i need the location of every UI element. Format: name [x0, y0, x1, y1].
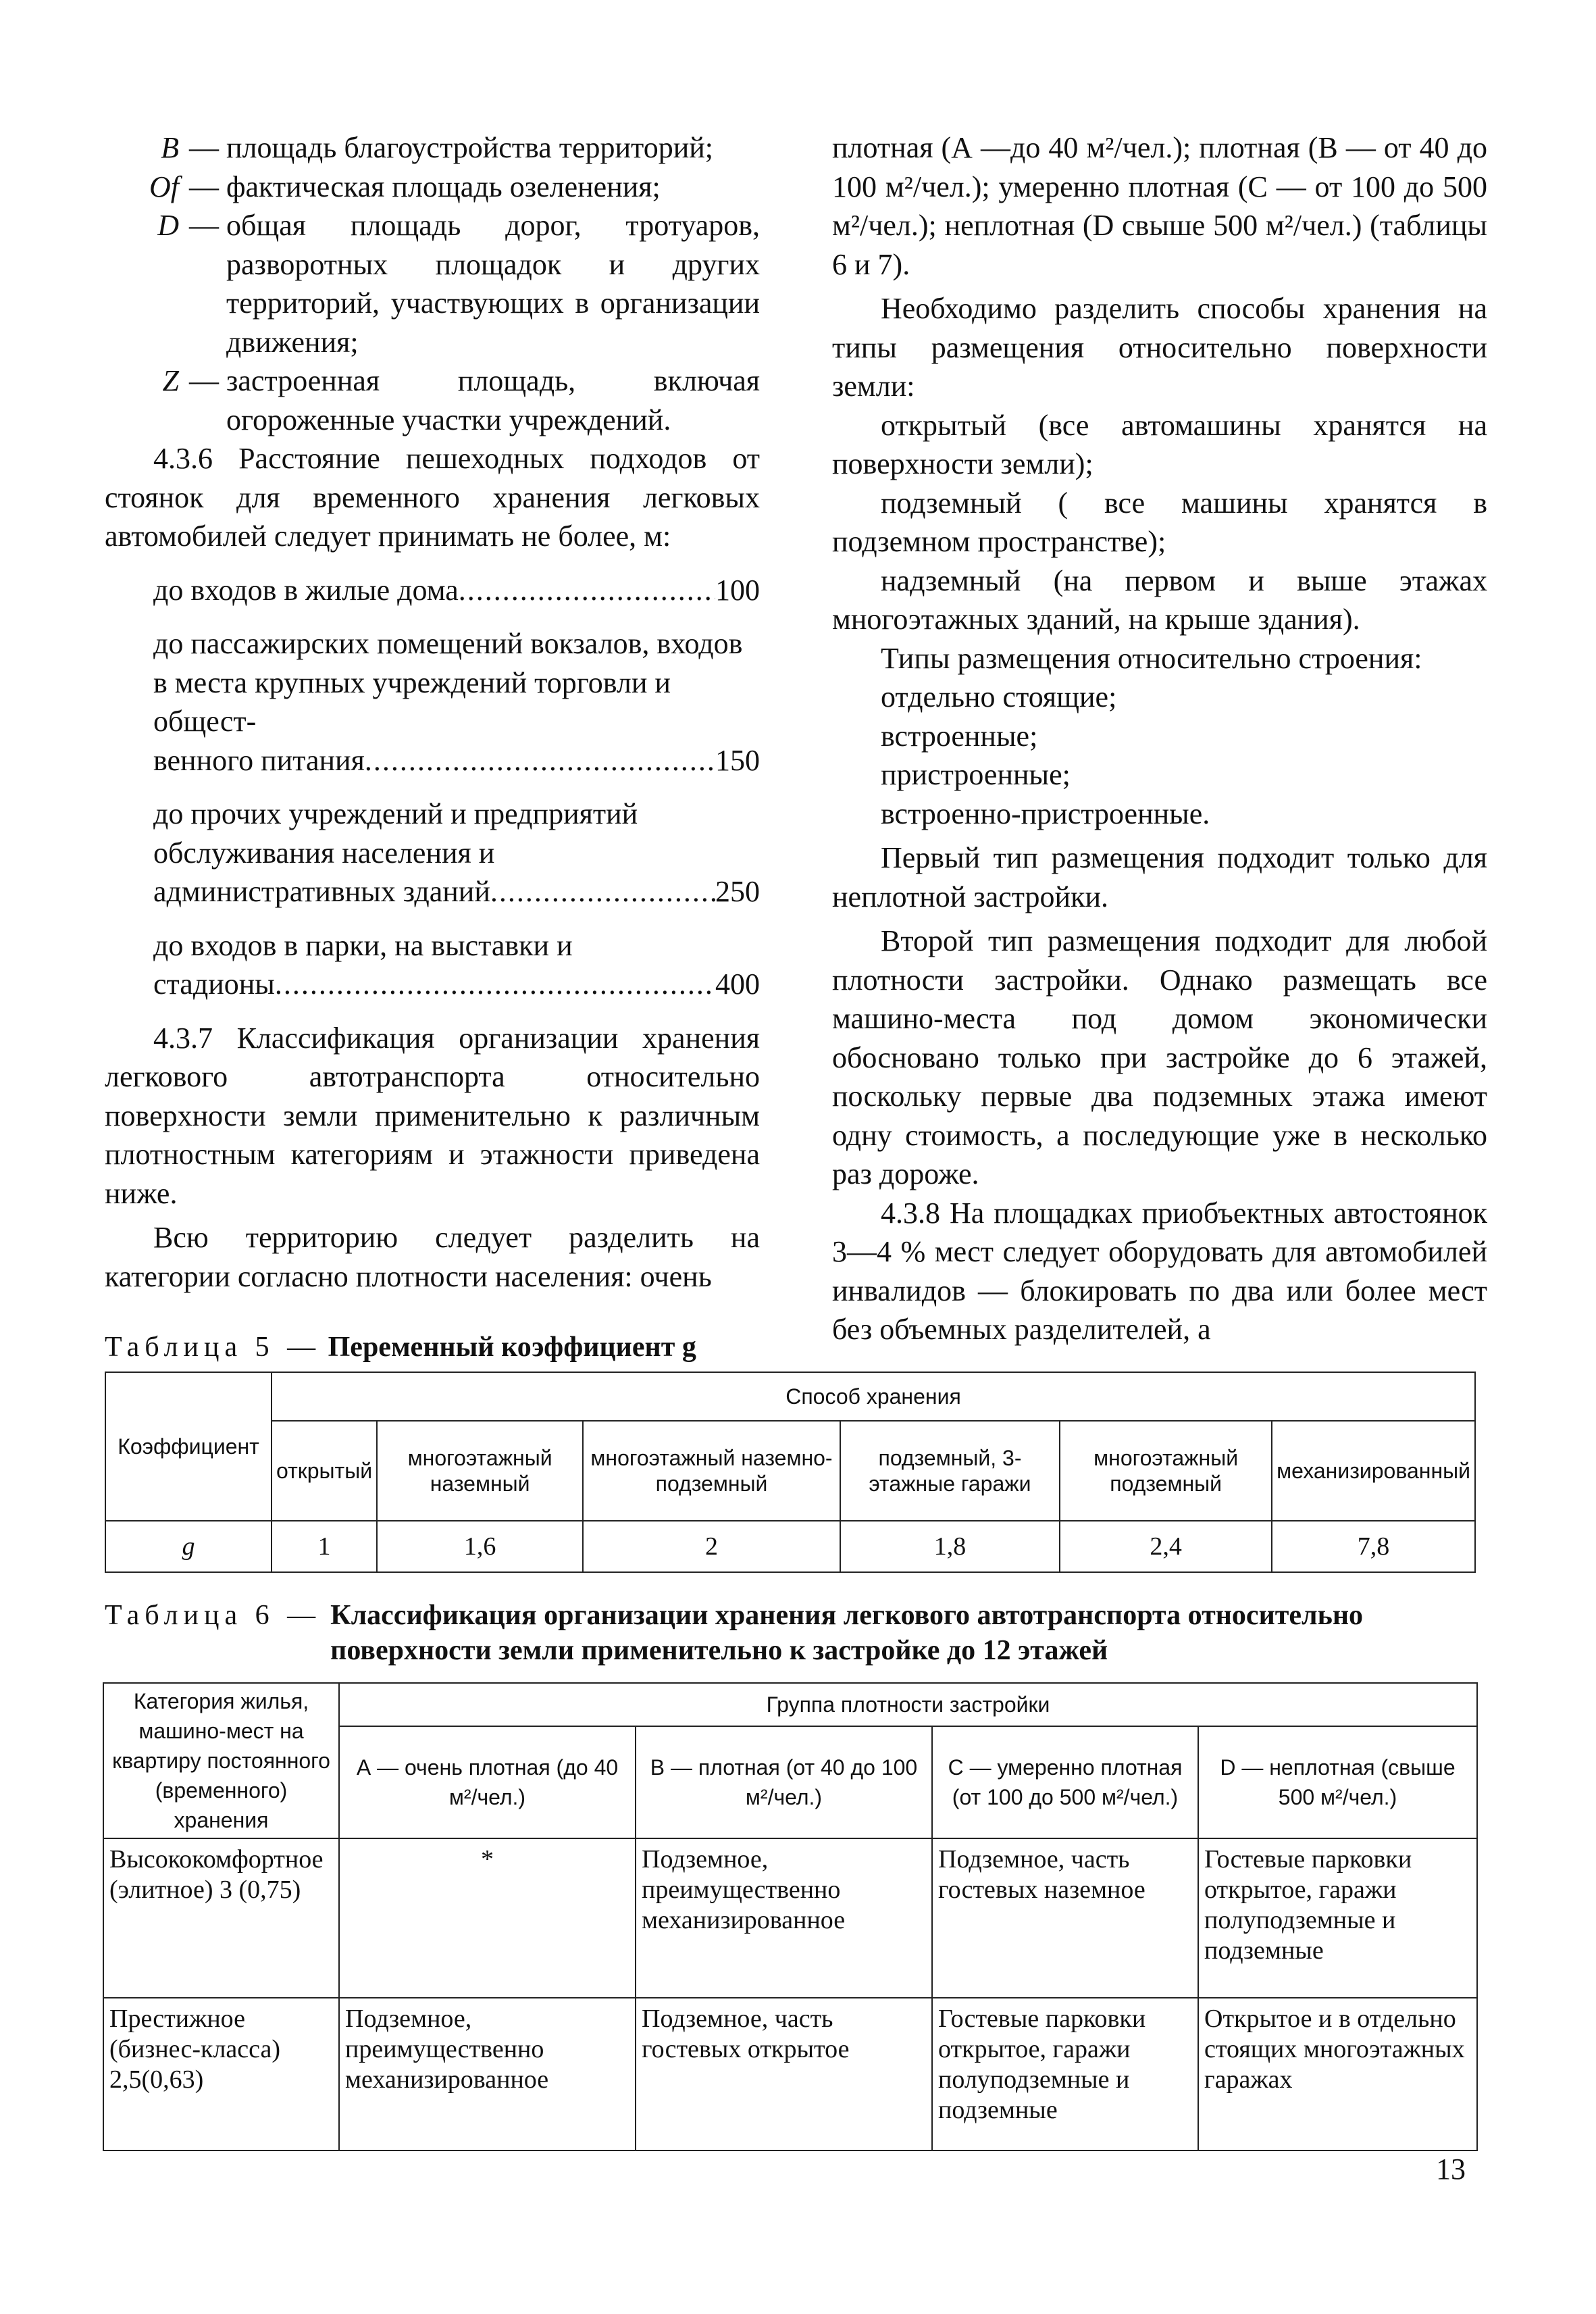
distance-item: до прочих учреждений и предприятий обслуживания населения и административных зданий ..... 250 [153, 795, 760, 911]
definition-z: Z — застроенная площадь, включая огороженные участки учреждений. [162, 364, 760, 436]
table5 [105, 1372, 1476, 1573]
table5-caption: Таблица 5 — Переменный коэффициент g [105, 1332, 696, 1363]
distance-item: до пассажирских помещений вокзалов, входов в места крупных учреждений торговли и общест- венного питания ..... 150 [153, 624, 760, 780]
paragraph-density: плотная (А —до 40 м²/чел.); плотная (В — от 40 до 100 м²/чел.); умеренно плотная (С — от 100 до 500 м²/чел.); неплотная (D свыше 500 м²/чел.) (таблицы 6 и 7). [832, 131, 1487, 281]
table5-column-header: многоэтажный наземный [377, 1421, 583, 1521]
table6-column-header: D — неплотная (свыше 500 м²/чел.) [1198, 1726, 1477, 1838]
table5-column-header: многоэтажный наземно-подземный [583, 1421, 840, 1521]
table6-cell: Подземное, преимущественно механизированное [339, 1998, 636, 2150]
table-row [103, 1998, 1477, 2150]
table6 [103, 1682, 1478, 2151]
table-row [103, 1838, 1477, 1998]
distance-item: до входов в жилые дома ..... 100 [153, 571, 760, 610]
paragraph-4-3-8: 4.3.8 На площадках приобъектных автостоянок 3—4 % мест следует оборудовать для автомобилей инвалидов — блокировать по два или более мест без объемных разделителей, а [832, 1196, 1487, 1346]
distance-item: до входов в парки, на выставки и стадионы ..... 400 [153, 926, 760, 1004]
table5-column-header: открытый [272, 1421, 377, 1521]
paragraph-second-type: Второй тип размещения подходит для любой плотности застройки. Однако размещать все машино-места под домом экономически обосновано только при застройке до 6 этажей, поскольку первые два подземных этажа имеют одну стоимость, а последующие уже в несколько раз дороже. [832, 924, 1487, 1190]
table6-cell: Подземное, преимущественно механизированное [636, 1838, 932, 1998]
paragraph-type-1: отдельно стоящие; [881, 680, 1117, 713]
paragraph-first-type: Первый тип размещения подходит только для неплотной застройки. [832, 841, 1487, 913]
table6-header-group: Группа плотности застройки [339, 1683, 1477, 1726]
table5-cell: 2 [583, 1521, 840, 1572]
table6-cell: Гостевые парковки открытое, гаражи полуподземные и подземные [1198, 1838, 1477, 1998]
table6-caption: Таблица 6 — Классификация организации хранения легкового автотранспорта относительно поверхности земли применительно к застройке до 12 этажей [105, 1600, 1364, 1666]
table6-cell: Гостевые парковки открытое, гаражи полуподземные и подземные [932, 1998, 1198, 2150]
table5-cell: 7,8 [1272, 1521, 1475, 1572]
paragraph-underground: подземный ( все машины хранятся в подземном пространстве); [832, 486, 1487, 558]
paragraph-open: открытый (все автомашины хранятся на поверхности земли); [832, 408, 1487, 480]
table5-cell: 1 [272, 1521, 377, 1572]
table6-column-header: В — плотная (от 40 до 100 м²/чел.) [636, 1726, 932, 1838]
table6-cell: Подземное, часть гостевых наземное [932, 1838, 1198, 1998]
definition-of: Of — фактическая площадь озеленения; [149, 170, 661, 203]
paragraph-type-4: встроенно-пристроенные. [881, 797, 1210, 830]
page-number: 13 [1436, 2153, 1466, 2186]
table5-cell: 1,8 [840, 1521, 1060, 1572]
paragraph-categories: Всю территорию следует разделить на категории согласно плотности населения: очень [105, 1221, 760, 1293]
table5-cell: 2,4 [1060, 1521, 1272, 1572]
left-column [105, 128, 760, 1296]
table5-header-group: Способ хранения [272, 1372, 1475, 1421]
paragraph-storage-types: Необходимо разделить способы хранения на типы размещения относительно поверхности земли: [832, 292, 1487, 403]
table6-column-header: А — очень плотная (до 40 м²/чел.) [339, 1726, 636, 1838]
table6-column-header: С — умеренно плотная (от 100 до 500 м²/чел.) [932, 1726, 1198, 1838]
table5-column-header: подземный, 3-этажные гаражи [840, 1421, 1060, 1521]
table6-header-category: Категория жилья, машино-мест на квартиру постоянного (временного) хранения [103, 1683, 339, 1838]
right-column [832, 128, 1487, 1349]
table5-column-header: многоэтажный подземный [1060, 1421, 1272, 1521]
paragraph-building-types: Типы размещения относительно строения: [881, 641, 1422, 675]
definition-d: D — общая площадь дорог, тротуаров, разворотных площадок и других территорий, участвующих в организации движения; [157, 209, 760, 359]
table5-column-header: механизированный [1272, 1421, 1475, 1521]
table6-cell: Подземное, часть гостевых открытое [636, 1998, 932, 2150]
paragraph-type-3: пристроенные; [881, 758, 1071, 791]
table6-cell: * [339, 1838, 636, 1998]
paragraph-4-3-6: 4.3.6 Расстояние пешеходных подходов от стоянок для временного хранения легковых автомобилей следует принимать не более, м: [105, 442, 760, 553]
table6-category-cell: Высококомфортное (элитное) 3 (0,75) [103, 1838, 339, 1998]
table5-header-coefficient: Коэффициент [105, 1372, 272, 1521]
table5-row-label: g [105, 1521, 272, 1572]
paragraph-type-2: встроенные; [881, 719, 1038, 753]
table6-cell: Открытое и в отдельно стоящих многоэтажных гаражах [1198, 1998, 1477, 2150]
paragraph-4-3-7: 4.3.7 Классификация организации хранения легкового автотранспорта относительно поверхности земли применительно к различным плотностным категориям и этажности приведена ниже. [105, 1021, 760, 1210]
distance-list [153, 571, 760, 1004]
definition-b: B — площадь благоустройства территорий; [161, 131, 714, 164]
paragraph-aboveground: надземный (на первом и выше этажах многоэтажных зданий, на крыше здания). [832, 563, 1487, 636]
table5-cell: 1,6 [377, 1521, 583, 1572]
table6-category-cell: Престижное (бизнес-класса) 2,5(0,63) [103, 1998, 339, 2150]
